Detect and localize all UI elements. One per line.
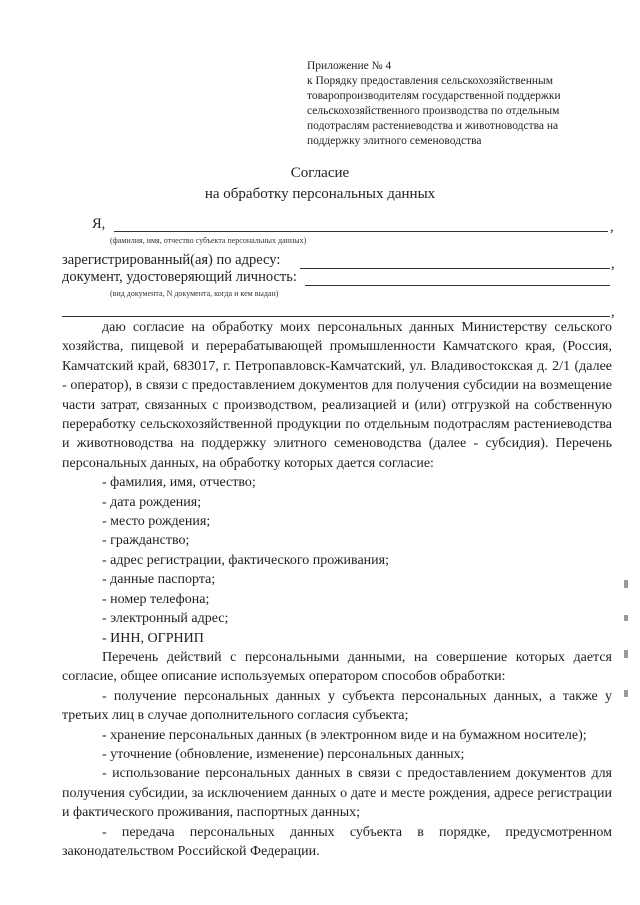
document-field-line-2[interactable]: [62, 316, 610, 317]
appendix-line: подотраслям растениеводства и животноводства на: [307, 120, 559, 132]
consent-body: [62, 318, 612, 861]
appendix-line: товаропроизводителям государственной поддержки: [307, 90, 561, 102]
appendix-header: [307, 59, 607, 149]
address-field-line[interactable]: [300, 268, 610, 269]
fio-field-hint: (фамилия, имя, отчество субъекта персональных данных): [110, 236, 307, 245]
data-item: - место рождения;: [102, 514, 211, 530]
action-item: - использование персональных данных в связи с предоставлением документов для получения субсидии, за исключением данных о дате и месте рождения, адресе регистрации и фактического проживания, паспортных данных;: [62, 766, 612, 821]
document-field-comma: ,: [611, 304, 615, 320]
ya-label: Я,: [92, 216, 106, 232]
data-item: - ИНН, ОГРНИП: [102, 630, 204, 646]
document-label: документ, удостоверяющий личность:: [62, 269, 297, 285]
consent-intro: даю согласие на обработку моих персональных данных Министерству сельского хозяйства, пищевой и перерабатывающей промышленности Камчатского края, (Россия, Камчатский край, 683017, г. Петропавловск-Камчатский, ул. Владивостокская д. 2/1 (далее - оператор), в связи с предоставлением документов для получения субсидии на возмещение части затрат, связанных с производством, реализацией и (или) отгрузкой на собственную переработку сельскохозяйственной продукции по отдельным подотраслям растениеводства и животноводства на поддержку элитного семеноводства (далее - субсидия). Перечень персональных данных, на обработку которых дается согласие:: [62, 320, 612, 471]
document-field-hint: (вид документа, N документа, когда и кем выдан): [110, 289, 279, 298]
scan-mark: [624, 615, 628, 621]
document-subtitle: на обработку персональных данных: [204, 186, 436, 202]
address-field-comma: ,: [611, 256, 615, 272]
data-item: - номер телефона;: [102, 591, 210, 607]
actions-intro: Перечень действий с персональными данными, на совершение которых дается согласие, общее описание используемых оператором способов обработки:: [62, 649, 612, 685]
data-item: - данные паспорта;: [102, 572, 216, 588]
scan-mark: [624, 650, 628, 658]
document-field-line[interactable]: [305, 285, 610, 286]
data-item: - адрес регистрации, фактического проживания;: [102, 552, 389, 568]
address-label: зарегистрированный(ая) по адресу:: [62, 252, 281, 268]
data-item: - дата рождения;: [102, 494, 202, 510]
appendix-line: Приложение № 4: [307, 60, 392, 72]
scan-mark: [624, 580, 628, 588]
scan-mark: [624, 690, 628, 697]
fio-field-line[interactable]: [114, 231, 608, 232]
data-item: - гражданство;: [102, 533, 190, 549]
action-item: - уточнение (обновление, изменение) персональных данных;: [102, 746, 465, 762]
action-item: - хранение персональных данных (в электронном виде и на бумажном носителе);: [102, 727, 587, 743]
data-item: - фамилия, имя, отчество;: [102, 475, 256, 491]
appendix-line: сельскохозяйственного производства по отдельным: [307, 105, 560, 117]
document-title: Согласие: [290, 165, 350, 181]
fio-field-comma: ,: [610, 219, 614, 235]
action-item: - передача персональных данных субъекта в порядке, предусмотренном законодательством Российской Федерации.: [62, 824, 612, 859]
appendix-line: к Порядку предоставления сельскохозяйственным: [307, 75, 554, 87]
action-item: - получение персональных данных у субъекта персональных данных, а также у третьих лиц в случае дополнительного согласия субъекта;: [62, 688, 612, 724]
appendix-line: поддержку элитного семеноводства: [307, 135, 482, 147]
data-item: - электронный адрес;: [102, 611, 229, 627]
